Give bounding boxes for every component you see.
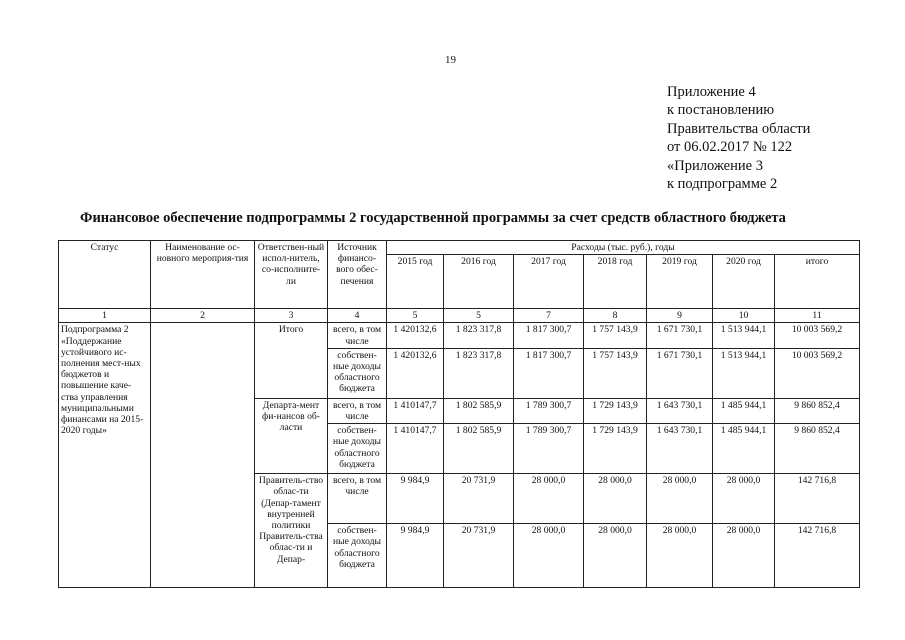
appendix-line: к подпрограмме 2 bbox=[667, 176, 778, 193]
source-cell: собствен-ные доходы областного бюджета bbox=[328, 348, 387, 398]
header-year: 2015 год bbox=[387, 255, 444, 309]
appendix-line: Приложение 4 bbox=[667, 84, 756, 100]
header-expenses: Расходы (тыс. руб.), годы bbox=[387, 241, 860, 255]
value-cell: 1 729 143,9 bbox=[584, 424, 647, 474]
header-year: 2018 год bbox=[584, 255, 647, 309]
header-year: 2019 год bbox=[647, 255, 713, 309]
value-cell: 28 000,0 bbox=[514, 474, 584, 524]
value-cell: 1 485 944,1 bbox=[713, 398, 775, 423]
header-year: 2016 год bbox=[444, 255, 514, 309]
source-cell: всего, в том числе bbox=[328, 474, 387, 524]
value-cell: 28 000,0 bbox=[584, 524, 647, 588]
total-cell: 10 003 569,2 bbox=[775, 348, 860, 398]
source-cell: собствен-ные доходы областного бюджета bbox=[328, 524, 387, 588]
value-cell: 1 671 730,1 bbox=[647, 348, 713, 398]
value-cell: 1 410147,7 bbox=[387, 398, 444, 423]
document-title: Финансовое обеспечение подпрограммы 2 государственной программы за счет средств областного бюджета bbox=[80, 210, 786, 226]
value-cell: 1 513 944,1 bbox=[713, 323, 775, 348]
column-number: 11 bbox=[775, 309, 860, 323]
value-cell: 1 817 300,7 bbox=[514, 348, 584, 398]
value-cell: 1 643 730,1 bbox=[647, 424, 713, 474]
header-source: Источник финансо-вого обес-печения bbox=[328, 241, 387, 309]
value-cell: 28 000,0 bbox=[514, 524, 584, 588]
value-cell: 28 000,0 bbox=[647, 524, 713, 588]
column-number: 10 bbox=[713, 309, 775, 323]
value-cell: 1 757 143,9 bbox=[584, 323, 647, 348]
header-year: 2017 год bbox=[514, 255, 584, 309]
value-cell: 1 513 944,1 bbox=[713, 348, 775, 398]
value-cell: 28 000,0 bbox=[584, 474, 647, 524]
value-cell: 1 671 730,1 bbox=[647, 323, 713, 348]
value-cell: 1 789 300,7 bbox=[514, 398, 584, 423]
total-cell: 9 860 852,4 bbox=[775, 424, 860, 474]
value-cell: 1 823 317,8 bbox=[444, 323, 514, 348]
total-cell: 142 716,8 bbox=[775, 474, 860, 524]
value-cell: 28 000,0 bbox=[713, 524, 775, 588]
column-number: 3 bbox=[255, 309, 328, 323]
value-cell: 9 984,9 bbox=[387, 474, 444, 524]
column-number: 2 bbox=[151, 309, 255, 323]
executor-cell: Департа-мент фи-нансов об-ласти bbox=[255, 398, 328, 473]
total-cell: 9 860 852,4 bbox=[775, 398, 860, 423]
header-total: итого bbox=[775, 255, 860, 309]
source-cell: собствен-ные доходы областного бюджета bbox=[328, 424, 387, 474]
value-cell: 1 485 944,1 bbox=[713, 424, 775, 474]
value-cell: 20 731,9 bbox=[444, 474, 514, 524]
column-number: 4 bbox=[328, 309, 387, 323]
column-number: 5 bbox=[387, 309, 444, 323]
value-cell: 1 410147,7 bbox=[387, 424, 444, 474]
appendix-line: от 06.02.2017 № 122 bbox=[667, 139, 793, 156]
source-cell: всего, в том числе bbox=[328, 398, 387, 423]
value-cell: 9 984,9 bbox=[387, 524, 444, 588]
event-cell bbox=[151, 323, 255, 588]
value-cell: 1 420132,6 bbox=[387, 348, 444, 398]
appendix-block bbox=[667, 83, 810, 193]
value-cell: 1 643 730,1 bbox=[647, 398, 713, 423]
value-cell: 1 729 143,9 bbox=[584, 398, 647, 423]
value-cell: 28 000,0 bbox=[647, 474, 713, 524]
executor-cell: Правитель-ство облас-ти (Депар-тамент внутренней политики Правитель-ства облас-ти и Депар- bbox=[255, 474, 328, 588]
value-cell: 1 802 585,9 bbox=[444, 424, 514, 474]
source-cell: всего, в том числе bbox=[328, 323, 387, 348]
column-number-row bbox=[59, 309, 860, 323]
status-cell: Подпрограмма 2 «Поддержание устойчивого ис-полнения мест-ных бюджетов и повышение каче-ства управления муниципальными финансами на 2015-2020 годы» bbox=[59, 323, 151, 588]
total-cell: 142 716,8 bbox=[775, 524, 860, 588]
column-number: 9 bbox=[647, 309, 713, 323]
executor-cell: Итого bbox=[255, 323, 328, 398]
financing-table bbox=[58, 240, 860, 588]
value-cell: 1 802 585,9 bbox=[444, 398, 514, 423]
header-status: Статус bbox=[59, 241, 151, 309]
column-number: 7 bbox=[514, 309, 584, 323]
value-cell: 20 731,9 bbox=[444, 524, 514, 588]
appendix-line: к постановлению bbox=[667, 102, 775, 119]
value-cell: 1 823 317,8 bbox=[444, 348, 514, 398]
header-executor: Ответствен-ный испол-нитель, со-исполните-ли bbox=[255, 241, 328, 309]
column-number: 1 bbox=[59, 309, 151, 323]
header-row bbox=[59, 241, 860, 255]
header-event: Наименование ос-новного мероприя-тия bbox=[151, 241, 255, 309]
value-cell: 1 757 143,9 bbox=[584, 348, 647, 398]
value-cell: 28 000,0 bbox=[713, 474, 775, 524]
column-number: 8 bbox=[584, 309, 647, 323]
appendix-line: Правительства области bbox=[667, 120, 811, 137]
page-number: 19 bbox=[445, 54, 456, 66]
header-year: 2020 год bbox=[713, 255, 775, 309]
total-cell: 10 003 569,2 bbox=[775, 323, 860, 348]
table-row bbox=[59, 323, 860, 348]
value-cell: 1 789 300,7 bbox=[514, 424, 584, 474]
column-number: 5 bbox=[444, 309, 514, 323]
value-cell: 1 817 300,7 bbox=[514, 323, 584, 348]
appendix-line: «Приложение 3 bbox=[667, 157, 763, 174]
value-cell: 1 420132,6 bbox=[387, 323, 444, 348]
